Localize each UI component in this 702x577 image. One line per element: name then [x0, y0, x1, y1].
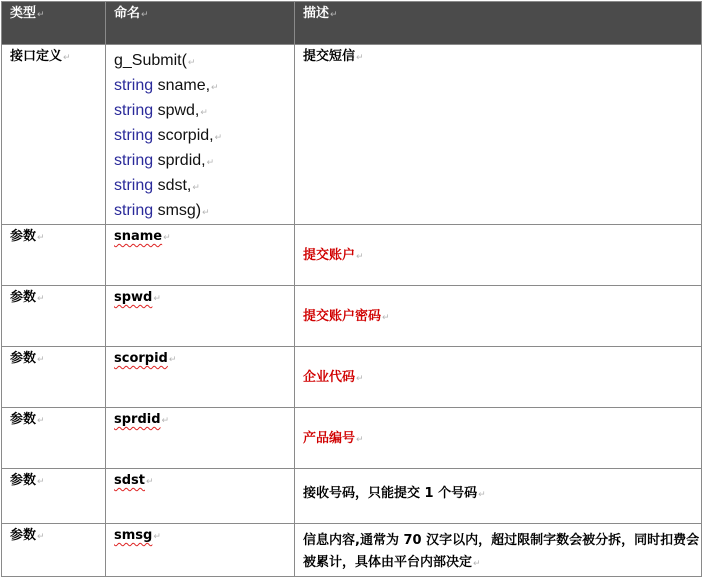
param-name: smsg↵: [106, 524, 295, 577]
param-row-sname: [2, 225, 702, 286]
param-type: 参数↵: [2, 347, 106, 408]
param-name: scorpid↵: [106, 347, 295, 408]
param-type: 参数↵: [2, 469, 106, 524]
code-line: string sdst,↵: [114, 177, 200, 194]
param-type: 参数↵: [2, 286, 106, 347]
param-name: spwd↵: [106, 286, 295, 347]
definition-type: 接口定义↵: [2, 45, 106, 225]
param-name: sprdid↵: [106, 408, 295, 469]
param-desc: 提交账户↵: [295, 225, 702, 286]
header-desc: 描述↵: [295, 2, 702, 45]
param-desc: 接收号码，只能提交 1 个号码↵: [295, 469, 702, 524]
param-type: 参数↵: [2, 524, 106, 577]
header-type: 类型↵: [2, 2, 106, 45]
param-desc: 产品编号↵: [295, 408, 702, 469]
param-desc: 企业代码↵: [295, 347, 702, 408]
header-row: [2, 2, 702, 45]
param-desc: 提交账户密码↵: [295, 286, 702, 347]
param-type: 参数↵: [2, 225, 106, 286]
param-name: sname↵: [106, 225, 295, 286]
code-line: string sname,↵: [114, 77, 219, 94]
header-name: 命名↵: [106, 2, 295, 45]
param-row-spwd: [2, 286, 702, 347]
param-desc: 信息内容,通常为 70 汉字以内，超过限制字数会被分拆，同时扣费会被累计，具体由平台内部决定↵: [295, 524, 702, 577]
code-line: string smsg)↵: [114, 202, 210, 219]
code-line: string sprdid,↵: [114, 152, 215, 169]
definition-desc: 提交短信↵: [295, 45, 702, 225]
code-line: string scorpid,↵: [114, 127, 223, 144]
param-row-sdst: [2, 469, 702, 524]
code-line: g_Submit(↵: [114, 52, 196, 69]
param-row-smsg: [2, 524, 702, 577]
api-table: [1, 1, 702, 577]
param-row-sprdid: [2, 408, 702, 469]
code-line: string spwd,↵: [114, 102, 208, 119]
definition-row: [2, 45, 702, 225]
param-row-scorpid: [2, 347, 702, 408]
definition-code: [106, 45, 295, 225]
param-name: sdst↵: [106, 469, 295, 524]
param-type: 参数↵: [2, 408, 106, 469]
